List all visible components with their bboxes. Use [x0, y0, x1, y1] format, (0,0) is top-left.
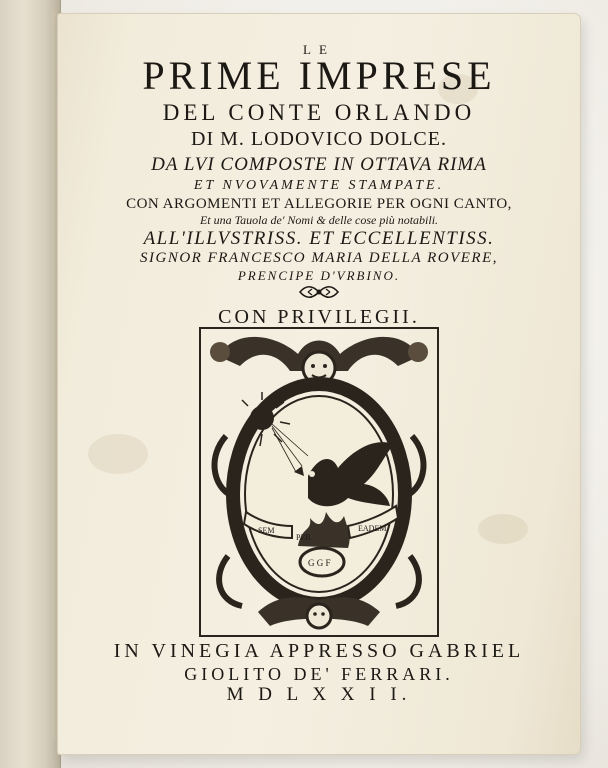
imprint-printer: GIOLITO DE' FERRARI.	[184, 664, 454, 684]
privilegii-line: CON PRIVILEGII.	[218, 306, 420, 328]
monogram-text: G G F	[308, 558, 331, 568]
line-tauola: Et una Tauola de' Nomi & delle cose più notabili.	[199, 213, 439, 227]
imprint-date: M D L X X I I.	[226, 684, 412, 705]
main-title: PRIME IMPRESE	[142, 53, 496, 98]
author-line: DI M. LODOVICO DOLCE.	[191, 128, 447, 150]
line-da-lui: DA LVI COMPOSTE IN OTTAVA RIMA	[151, 154, 487, 175]
line-et: ET NVOVAMENTE STAMPATE.	[193, 178, 445, 193]
imprint-city: IN VINEGIA APPRESSO GABRIEL	[113, 640, 525, 662]
banner-right-text: EADEM	[358, 524, 387, 533]
line-argomenti: CON ARGOMENTI ET ALLEGORIE PER OGNI CANTO,	[126, 196, 512, 212]
title-page	[58, 14, 580, 754]
line-del-conte: DEL CONTE ORLANDO	[162, 100, 476, 125]
title-text	[58, 14, 580, 754]
line-le: LE	[303, 42, 335, 57]
prencipe-line: PRENCIPE D'VRBINO.	[237, 268, 401, 283]
dedication-line: ALL'ILLVSTRISS. ET ECCELLENTISS.	[143, 228, 495, 249]
phoenix-device-icon	[198, 326, 440, 638]
fleuron-ornament-icon	[298, 284, 340, 300]
signor-line: SIGNOR FRANCESCO MARIA DELLA ROVERE,	[140, 250, 498, 266]
banner-left-text: SEM	[258, 526, 275, 535]
banner-mid-text: PER	[296, 533, 311, 542]
